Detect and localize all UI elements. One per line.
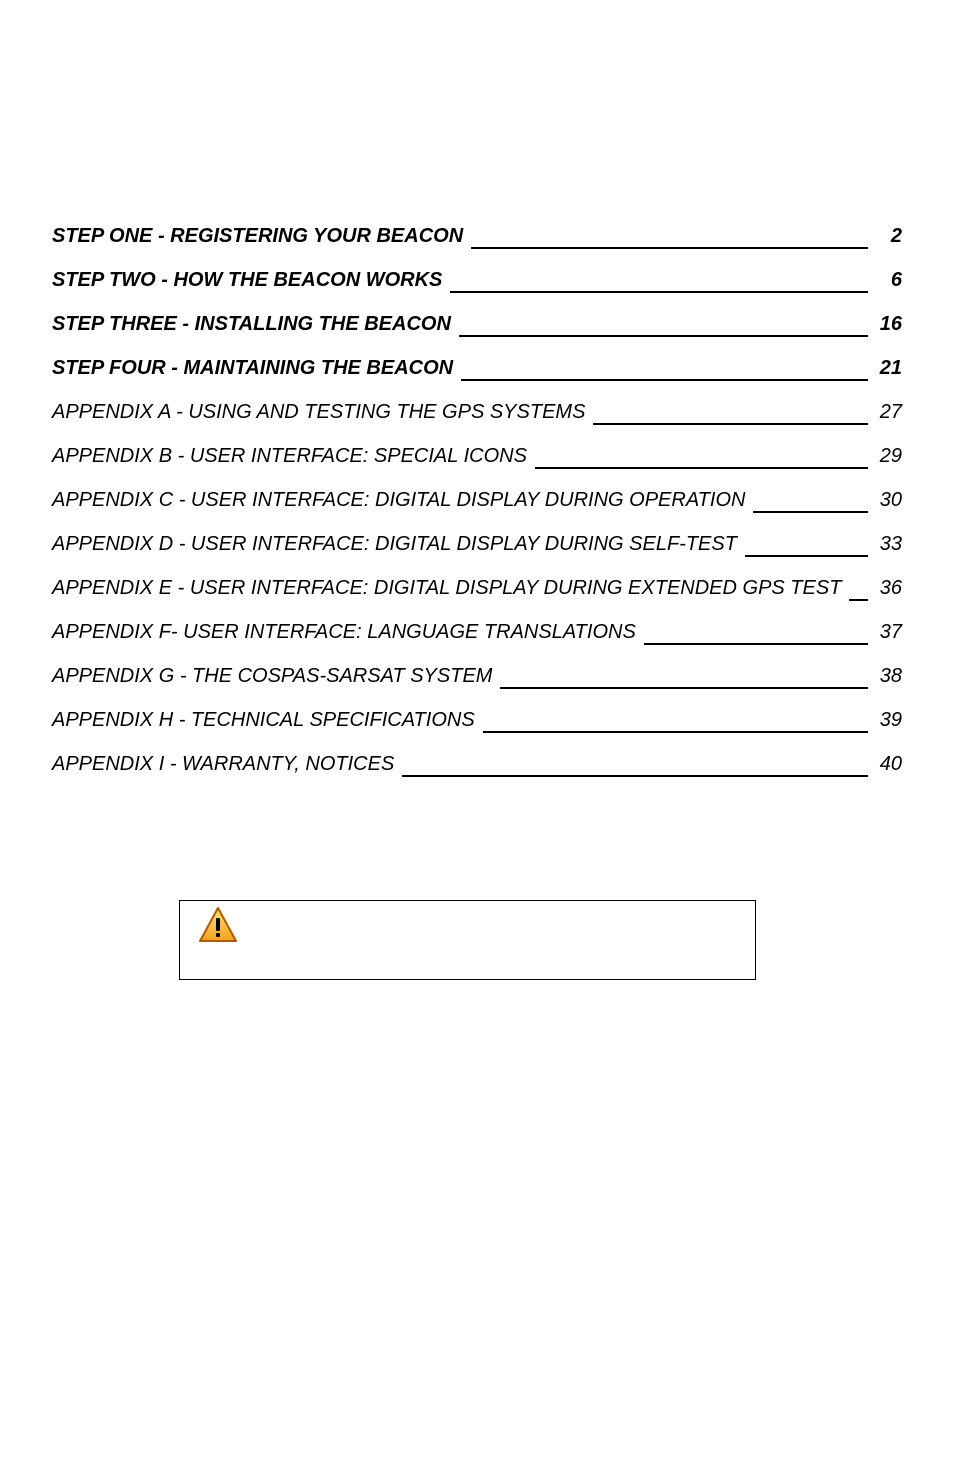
toc-entry-page: 37 <box>879 621 902 643</box>
toc-leader-line <box>593 423 868 425</box>
toc-entry-title: STEP TWO - HOW THE BEACON WORKS <box>52 269 443 291</box>
toc-entry-title: STEP FOUR - MAINTAINING THE BEACON <box>52 357 454 379</box>
toc-entry[interactable] <box>52 346 902 390</box>
warning-triangle-icon <box>198 906 238 944</box>
toc-entry-page: 6 <box>890 269 902 291</box>
toc-entry[interactable] <box>52 214 902 258</box>
toc-entry-title: STEP ONE - REGISTERING YOUR BEACON <box>52 225 464 247</box>
toc-entry-title: STEP THREE - INSTALLING THE BEACON <box>52 313 451 335</box>
toc-leader-line <box>644 643 868 645</box>
toc-leader-line <box>461 379 868 381</box>
toc-entry-page: 40 <box>879 753 902 775</box>
toc-entry[interactable] <box>52 522 902 566</box>
toc-entry[interactable] <box>52 610 902 654</box>
toc-entry-page: 39 <box>879 709 902 731</box>
toc-leader-line <box>471 247 868 249</box>
toc-entry[interactable] <box>52 742 902 786</box>
toc-entry[interactable] <box>52 698 902 742</box>
toc-entry-title: APPENDIX G - THE COSPAS-SARSAT SYSTEM <box>52 665 493 687</box>
toc-entry-page: 36 <box>879 577 902 599</box>
toc-entry[interactable] <box>52 258 902 302</box>
toc-entry-page: 27 <box>879 401 902 423</box>
toc-entry[interactable] <box>52 434 902 478</box>
toc-entry-page: 2 <box>890 225 902 247</box>
toc-entry-title: APPENDIX C - USER INTERFACE: DIGITAL DISPLAY DURING OPERATION <box>52 489 746 511</box>
toc-entry[interactable] <box>52 302 902 346</box>
toc-entry-title: APPENDIX F- USER INTERFACE: LANGUAGE TRANSLATIONS <box>52 621 636 643</box>
toc-leader-line <box>402 775 868 777</box>
toc-entry[interactable] <box>52 390 902 434</box>
toc-leader-line <box>745 555 868 557</box>
toc-entry-page: 21 <box>879 357 902 379</box>
toc-entry-page: 33 <box>879 533 902 555</box>
toc-entry-title: APPENDIX H - TECHNICAL SPECIFICATIONS <box>52 709 475 731</box>
toc-leader-line <box>500 687 868 689</box>
toc-entry[interactable] <box>52 654 902 698</box>
toc-entry-title: APPENDIX D - USER INTERFACE: DIGITAL DISPLAY DURING SELF-TEST <box>52 533 737 555</box>
toc-entry-page: 30 <box>879 489 902 511</box>
toc-entry-title: APPENDIX A - USING AND TESTING THE GPS SYSTEMS <box>52 401 586 423</box>
toc-leader-line <box>753 511 868 513</box>
toc-leader-line <box>483 731 868 733</box>
toc-leader-line <box>450 291 868 293</box>
warning-box <box>179 900 756 980</box>
toc-entry[interactable] <box>52 566 902 610</box>
toc-leader-line <box>459 335 868 337</box>
toc-entry[interactable] <box>52 478 902 522</box>
toc-leader-line <box>849 599 868 601</box>
toc-entry-page: 29 <box>879 445 902 467</box>
toc-entry-title: APPENDIX B - USER INTERFACE: SPECIAL ICONS <box>52 445 527 467</box>
toc-entry-page: 16 <box>879 313 902 335</box>
toc-entry-page: 38 <box>879 665 902 687</box>
table-of-contents <box>52 214 902 786</box>
toc-entry-title: APPENDIX I - WARRANTY, NOTICES <box>52 753 395 775</box>
toc-entry-title: APPENDIX E - USER INTERFACE: DIGITAL DISPLAY DURING EXTENDED GPS TEST <box>52 577 842 599</box>
toc-leader-line <box>535 467 868 469</box>
